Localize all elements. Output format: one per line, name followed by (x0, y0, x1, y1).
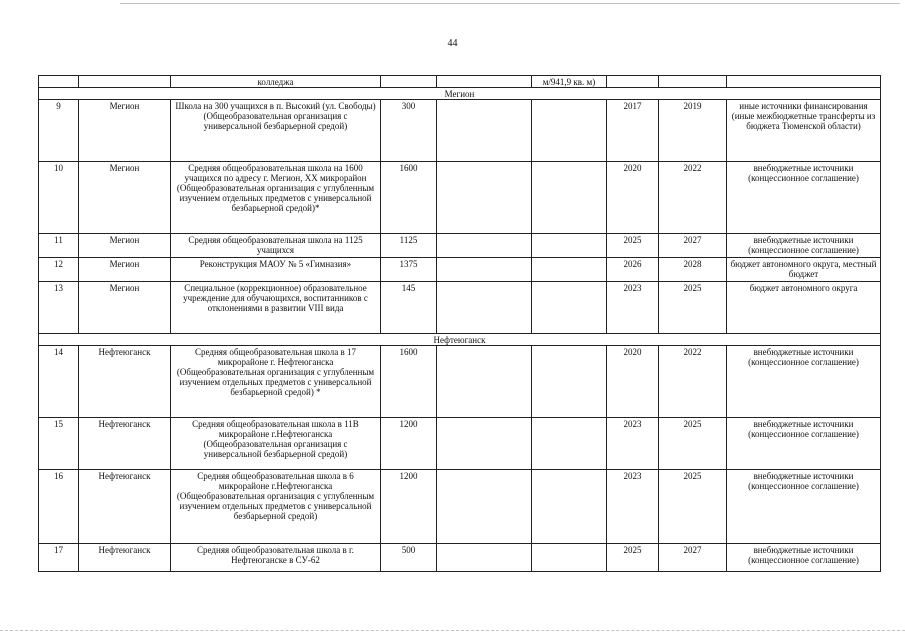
cell-end: 2028 (659, 258, 727, 282)
cell-end: 2025 (659, 282, 727, 334)
cell-source: иные источники финансирования (иные межбюджетные трансферты из бюджета Тюменской области) (727, 100, 881, 162)
cell-source: внебюджетные источники (концессионное соглашение) (727, 470, 881, 544)
cell-num: 16 (39, 470, 79, 544)
cell-num: 12 (39, 258, 79, 282)
cell-empty (437, 418, 532, 470)
table-row (39, 162, 881, 234)
table-row (39, 418, 881, 470)
cell-num: 17 (39, 544, 79, 572)
cell-name: Школа на 300 учащихся в п. Высокий (ул. Свободы) (Общеобразовательная организация с универсальной безбарьерной средой) (171, 100, 381, 162)
cell-empty (532, 470, 607, 544)
cell-end: 2025 (659, 470, 727, 544)
cell-empty (532, 100, 607, 162)
cell-start: 2020 (607, 346, 659, 418)
table-row (39, 282, 881, 334)
projects-table (38, 75, 881, 572)
section-header-megion (39, 88, 881, 100)
cell-empty (532, 346, 607, 418)
cell-empty (532, 258, 607, 282)
cell-source: внебюджетные источники (концессионное соглашение) (727, 346, 881, 418)
cell-capacity: 145 (381, 282, 437, 334)
cell-capacity (381, 76, 437, 88)
table-row (39, 346, 881, 418)
cell-source: внебюджетные источники (концессионное соглашение) (727, 162, 881, 234)
cell-city: Мегион (79, 162, 171, 234)
cell-source: внебюджетные источники (концессионное соглашение) (727, 234, 881, 258)
cell-name: Средняя общеобразовательная школа в г. Нефтеюганске в СУ-62 (171, 544, 381, 572)
page-number: 44 (447, 38, 458, 49)
cell-source: внебюджетные источники (концессионное соглашение) (727, 418, 881, 470)
cell-start: 2025 (607, 544, 659, 572)
cell-empty (437, 100, 532, 162)
table-row (39, 258, 881, 282)
section-title: Нефтеюганск (39, 334, 881, 346)
cell-end: 2022 (659, 346, 727, 418)
cell-num: 11 (39, 234, 79, 258)
cell-empty (437, 258, 532, 282)
cell-name: колледжа (171, 76, 381, 88)
cell-city: Мегион (79, 282, 171, 334)
cell-empty (532, 418, 607, 470)
cell-name: Средняя общеобразовательная школа в 6 микрорайоне г.Нефтеюганска (Общеобразовательная организация с углубленным изучением отдельных предметов с универсальной безбарьерной средой) (171, 470, 381, 544)
cell-end (659, 76, 727, 88)
cell-city (79, 76, 171, 88)
cell-start: 2025 (607, 234, 659, 258)
scan-edge-top (120, 3, 900, 6)
cell-capacity: 300 (381, 100, 437, 162)
cell-end: 2022 (659, 162, 727, 234)
cell-capacity: 1600 (381, 346, 437, 418)
cell-capacity: 1200 (381, 418, 437, 470)
cell-end: 2019 (659, 100, 727, 162)
table-row (39, 100, 881, 162)
cell-num: 14 (39, 346, 79, 418)
cell-empty (437, 234, 532, 258)
cell-end: 2027 (659, 234, 727, 258)
cell-start: 2023 (607, 282, 659, 334)
cell-city: Нефтеюганск (79, 346, 171, 418)
cell-empty (532, 234, 607, 258)
cell-end: 2025 (659, 418, 727, 470)
cell-area: м/941,9 кв. м) (532, 76, 607, 88)
table-row (39, 470, 881, 544)
cell-empty (437, 544, 532, 572)
cell-name: Специальное (коррекционное) образовательное учреждение для обучающихся, воспитанников с отклонениями в развитии VIII вида (171, 282, 381, 334)
cell-capacity: 1375 (381, 258, 437, 282)
cell-city: Нефтеюганск (79, 418, 171, 470)
cell-num: 9 (39, 100, 79, 162)
cell-name: Средняя общеобразовательная школа в 11В микрорайоне г.Нефтеюганска (Общеобразовательная организация с универсальной безбарьерной средой) (171, 418, 381, 470)
cell-name: Реконструкция МАОУ № 5 «Гимназия» (171, 258, 381, 282)
table-row-continuation (39, 76, 881, 88)
cell-empty (437, 282, 532, 334)
cell-empty (437, 346, 532, 418)
cell-city: Нефтеюганск (79, 470, 171, 544)
cell-capacity: 500 (381, 544, 437, 572)
cell-name: Средняя общеобразовательная школа на 1125 учащихся (171, 234, 381, 258)
cell-name: Средняя общеобразовательная школа на 1600 учащихся по адресу г. Мегион, XX микрорайон (Общеобразовательная организация с углубленным изучением отдельных предметов с универсальной безбарьерной средой)* (171, 162, 381, 234)
cell-source (727, 76, 881, 88)
cell-start: 2017 (607, 100, 659, 162)
cell-source: бюджет автономного округа (727, 282, 881, 334)
cell-empty (437, 470, 532, 544)
cell-empty (532, 282, 607, 334)
cell-end: 2027 (659, 544, 727, 572)
cell-source: внебюджетные источники (концессионное соглашение) (727, 544, 881, 572)
cell-capacity: 1600 (381, 162, 437, 234)
cell-city: Мегион (79, 100, 171, 162)
cell-city: Нефтеюганск (79, 544, 171, 572)
cell-num: 13 (39, 282, 79, 334)
cell-start: 2020 (607, 162, 659, 234)
section-title: Мегион (39, 88, 881, 100)
cell-start (607, 76, 659, 88)
cell-empty (532, 544, 607, 572)
cell-empty (437, 162, 532, 234)
cell-empty (532, 162, 607, 234)
cell-capacity: 1125 (381, 234, 437, 258)
table-row (39, 234, 881, 258)
cell-num: 10 (39, 162, 79, 234)
cell-num (39, 76, 79, 88)
cell-start: 2026 (607, 258, 659, 282)
cell-name: Средняя общеобразовательная школа в 17 микрорайоне г. Нефтеюганска (Общеобразовательная организация с углубленным изучением отдельных предметов с универсальной безбарьерной средой) * (171, 346, 381, 418)
scan-edge-bottom (0, 630, 905, 633)
cell-start: 2023 (607, 470, 659, 544)
cell-num: 15 (39, 418, 79, 470)
cell-city: Мегион (79, 234, 171, 258)
cell-city: Мегион (79, 258, 171, 282)
section-header-nefteyugansk (39, 334, 881, 346)
cell-source: бюджет автономного округа, местный бюджет (727, 258, 881, 282)
table-row (39, 544, 881, 572)
cell-empty (437, 76, 532, 88)
cell-start: 2023 (607, 418, 659, 470)
cell-capacity: 1200 (381, 470, 437, 544)
